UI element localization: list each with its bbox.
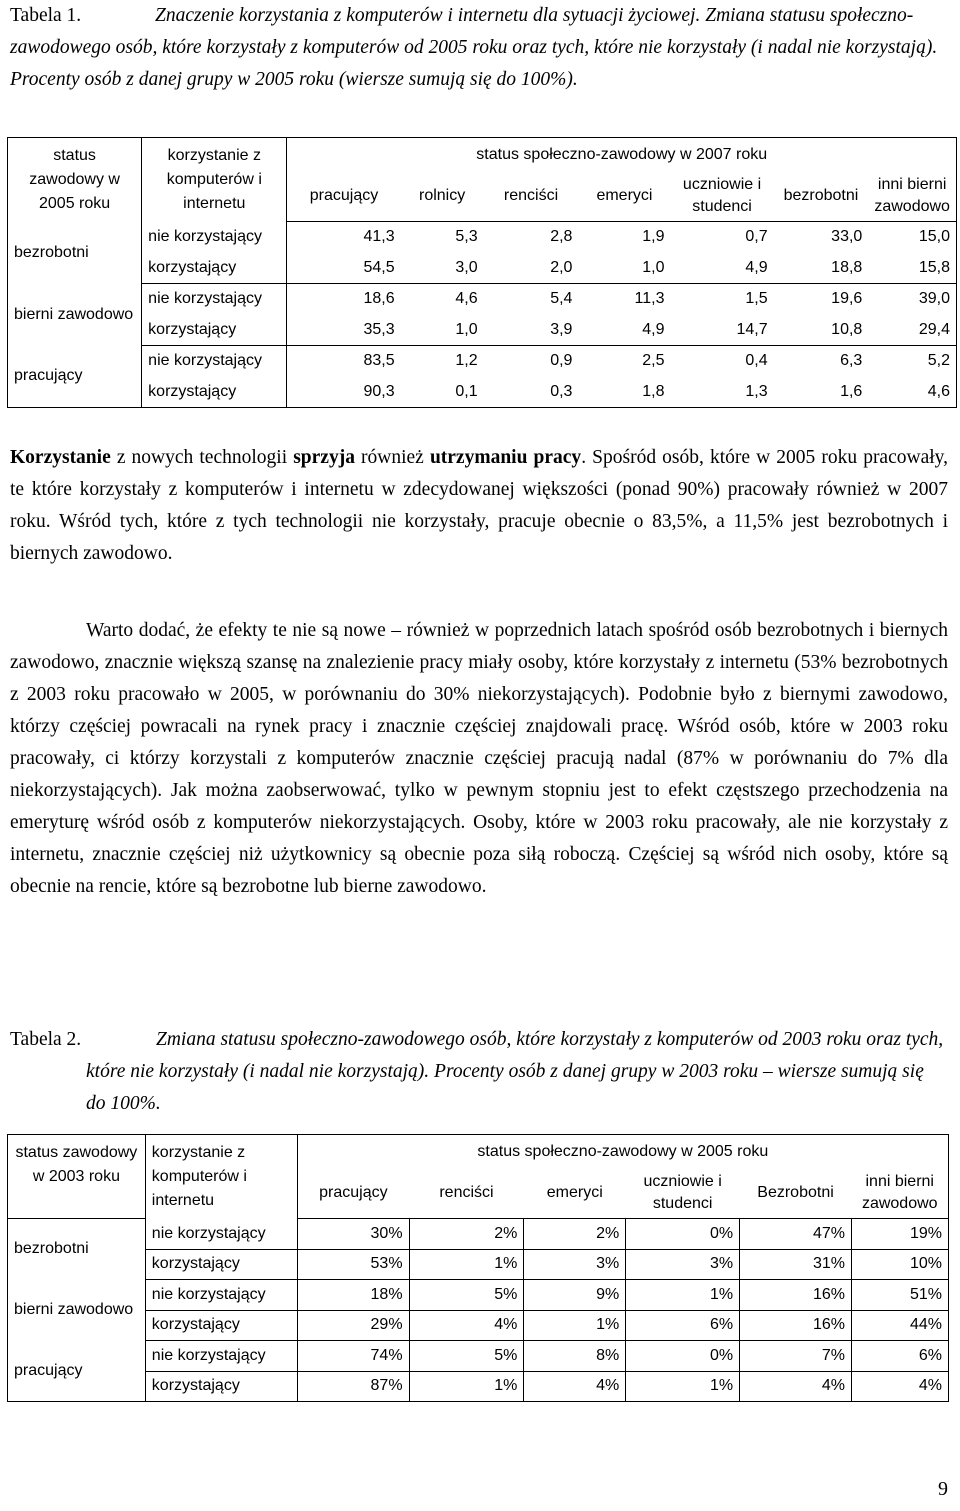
value-cell: 3,0 xyxy=(455,258,478,276)
table2-caption xyxy=(10,1024,948,1120)
value-cell: 16% xyxy=(740,1280,852,1311)
value-cell: 2% xyxy=(524,1219,626,1250)
table2-column-header: uczniowie i studenci xyxy=(626,1169,740,1219)
table1-column-header: uczniowie i studenci xyxy=(670,172,773,222)
usage-cell: nie korzystający xyxy=(142,284,287,315)
table1-column-header: renciści xyxy=(484,172,579,222)
table1-label: Tabela 1. xyxy=(10,5,82,26)
value-cell: 9% xyxy=(524,1280,626,1311)
value-cell: 47% xyxy=(740,1219,852,1250)
usage-cell: nie korzystający xyxy=(142,222,287,253)
value-cell: 1% xyxy=(524,1310,626,1341)
value-cell: 29% xyxy=(297,1310,409,1341)
usage-cell: nie korzystający xyxy=(145,1341,297,1372)
usage-cell: korzystający xyxy=(142,377,287,408)
table1-group-header: status społeczno-zawodowy w 2007 roku xyxy=(287,138,957,172)
table2-column-header: inni bierni zawodowo xyxy=(851,1169,948,1219)
usage-cell: korzystający xyxy=(145,1249,297,1280)
table-row xyxy=(8,222,957,253)
value-cell: 6% xyxy=(626,1310,740,1341)
table1-column-header: bezrobotni xyxy=(774,172,869,222)
value-cell: 2,5 xyxy=(578,346,670,377)
table1-column-header: inni bierni zawodowo xyxy=(868,172,956,222)
value-cell: 10% xyxy=(851,1249,948,1280)
usage-cell: nie korzystający xyxy=(145,1219,297,1250)
value-cell: 74% xyxy=(297,1341,409,1372)
value-cell: 6% xyxy=(851,1341,948,1372)
table2-label: Tabela 2. xyxy=(10,1029,82,1050)
status-cell: bezrobotni xyxy=(8,222,142,284)
value-cell: 0,1 xyxy=(401,377,484,408)
status-cell: pracujący xyxy=(8,1341,146,1402)
table-row xyxy=(8,1310,949,1341)
paragraph-1-text-2: również xyxy=(354,447,430,468)
paragraph-1-bold-3: utrzymaniu pracy xyxy=(429,447,582,468)
value-cell: 44% xyxy=(851,1310,948,1341)
value-cell: 2,0 xyxy=(550,258,573,276)
value-cell: 4% xyxy=(409,1310,524,1341)
usage-cell: nie korzystający xyxy=(145,1280,297,1311)
value-cell: 0,9 xyxy=(484,346,579,377)
table2-caption-text: Zmiana statusu społeczno-zawodowego osób, które korzystały z komputerów od 2003 roku oraz tych, które nie korzystały (i nadal nie korzystają). Procenty osób z danej grupy w 2003 roku – wiersze sumują się do 100%. xyxy=(86,1029,944,1114)
table2-column-header: Bezrobotni xyxy=(740,1169,852,1219)
value-cell: 1,9 xyxy=(642,228,665,246)
value-cell: 54,5 xyxy=(363,258,395,276)
value-cell: 7% xyxy=(740,1341,852,1372)
value-cell: 1% xyxy=(626,1280,740,1311)
value-cell: 1,8 xyxy=(578,377,670,408)
value-cell: 29,4 xyxy=(868,315,956,346)
table2-body xyxy=(8,1219,949,1402)
paragraph-1-text-3: . Spośród osób, które w 2005 roku pracowały, te które korzystały z komputerów i internetu w zdecydowanej większości (ponad 90%) pracowały również w 2007 roku. Wśród tych, które z tych technologii nie korzystały, pracuje obecnie o 83,5%, a 11,5% jest bezrobotnych i biernych zawodowo. xyxy=(10,447,949,564)
value-cell: 18,8 xyxy=(831,258,863,276)
page-number: 9 xyxy=(938,1478,948,1500)
usage-cell: korzystający xyxy=(145,1310,297,1341)
table1 xyxy=(7,137,957,408)
value-cell: 4,6 xyxy=(868,377,956,408)
value-cell: 35,3 xyxy=(363,320,395,338)
table1-caption-text: Znaczenie korzystania z komputerów i internetu dla sytuacji życiowej. Zmiana statusu społeczno-zawodowego osób, które korzystały z komputerów od 2005 roku oraz tych, które nie korzystały (i nadal nie korzystają). Procenty osób z danej grupy w 2005 roku (wiersze sumują się do 100%). xyxy=(10,5,938,90)
value-cell: 3,9 xyxy=(550,320,573,338)
value-cell: 5,2 xyxy=(868,346,956,377)
value-cell: 11,3 xyxy=(578,284,670,315)
value-cell: 83,5 xyxy=(287,346,401,377)
value-cell: 0,3 xyxy=(484,377,579,408)
table-row xyxy=(8,1219,949,1250)
usage-cell: korzystający xyxy=(145,1371,297,1402)
table2 xyxy=(7,1134,949,1402)
value-cell: 4,9 xyxy=(745,258,768,276)
value-cell: 87% xyxy=(297,1371,409,1402)
table-row xyxy=(8,315,957,346)
value-cell: 1,0 xyxy=(455,320,478,338)
value-cell: 4% xyxy=(740,1371,852,1402)
value-cell: 0,4 xyxy=(670,346,773,377)
value-cell: 4% xyxy=(524,1371,626,1402)
value-cell: 30% xyxy=(297,1219,409,1250)
value-cell: 18% xyxy=(297,1280,409,1311)
table-row xyxy=(8,346,957,377)
table-row xyxy=(8,253,957,284)
table1-column-header: emeryci xyxy=(578,172,670,222)
value-cell: 3% xyxy=(626,1249,740,1280)
value-cell: 1,2 xyxy=(401,346,484,377)
status-cell: bierni zawodowo xyxy=(8,284,142,346)
usage-cell: korzystający xyxy=(142,315,287,346)
value-cell: 18,6 xyxy=(287,284,401,315)
table-row xyxy=(8,1341,949,1372)
table-row xyxy=(8,1280,949,1311)
value-cell: 1,6 xyxy=(774,377,869,408)
value-cell: 0% xyxy=(626,1219,740,1250)
table-row xyxy=(8,1249,949,1280)
value-cell: 51% xyxy=(851,1280,948,1311)
value-cell: 8% xyxy=(524,1341,626,1372)
value-cell: 0,7 xyxy=(745,228,768,246)
table-row xyxy=(8,1371,949,1402)
value-cell: 14,7 xyxy=(736,320,768,338)
value-cell: 5% xyxy=(409,1341,524,1372)
status-cell: bezrobotni xyxy=(8,1219,146,1280)
value-cell: 15,8 xyxy=(868,253,956,284)
table1-caption xyxy=(10,0,948,96)
paragraph-1 xyxy=(10,442,948,570)
table-row xyxy=(8,377,957,408)
value-cell: 19% xyxy=(851,1219,948,1250)
status-cell: pracujący xyxy=(8,346,142,408)
table-row xyxy=(8,284,957,315)
value-cell: 1% xyxy=(409,1371,524,1402)
paragraph-1-bold-1: Korzystanie xyxy=(10,447,111,468)
table1-usage-header: korzystanie z komputerów i internetu xyxy=(166,147,262,212)
usage-cell: korzystający xyxy=(142,253,287,284)
paragraph-1-bold-2: sprzyja xyxy=(293,447,355,468)
paragraph-2: Warto dodać, że efekty te nie są nowe – również w poprzednich latach spośród osób bezrobotnych i biernych zawodowo, znacznie większą szansę na znalezienie pracy miały osoby, które korzystały z internetu (53% bezrobotnych z 2003 roku pracowało w 2005, w porównaniu do 30% niekorzystających). Podobnie było z biernymi zawodowo, którzy częściej powracali na rynek pracy i znacznie częściej znajdowali pracę. Wśród osób, które w 2003 roku pracowały, ci którzy korzystali z komputerów znacznie częściej pracują nadal (87% w porównaniu do 7% dla niekorzystających). Jak można zaobserwować, tylko w pewnym stopniu jest to efekt częstszego przechodzenia na emeryturę wśród osób z komputerów niekorzystających. Osoby, które w 2003 roku pracowały, ale nie korzystały z internetu, znacznie częściej niż użytkownicy są obecnie poza siłą roboczą. Częściej są wśród nich osoby, które są obecnie na rencie, które są bezrobotne lub bierne zawodowo. xyxy=(10,620,948,897)
value-cell: 1,3 xyxy=(670,377,773,408)
table2-column-header: pracujący xyxy=(297,1169,409,1219)
value-cell: 6,3 xyxy=(774,346,869,377)
value-cell: 2% xyxy=(409,1219,524,1250)
status-cell: bierni zawodowo xyxy=(8,1280,146,1341)
value-cell: 1% xyxy=(409,1249,524,1280)
table2-column-header: emeryci xyxy=(524,1169,626,1219)
value-cell: 33,0 xyxy=(831,228,863,246)
table1-column-header: rolnicy xyxy=(401,172,484,222)
table2-column-header: renciści xyxy=(409,1169,524,1219)
value-cell: 5,3 xyxy=(455,228,478,246)
table1-stub-header: status zawodowy w 2005 roku xyxy=(29,147,120,212)
value-cell: 39,0 xyxy=(868,284,956,315)
value-cell: 0% xyxy=(626,1341,740,1372)
value-cell: 4,6 xyxy=(401,284,484,315)
value-cell: 31% xyxy=(740,1249,852,1280)
value-cell: 90,3 xyxy=(287,377,401,408)
value-cell: 15,0 xyxy=(868,222,956,253)
value-cell: 3% xyxy=(524,1249,626,1280)
value-cell: 2,8 xyxy=(550,228,573,246)
value-cell: 1,0 xyxy=(642,258,665,276)
value-cell: 41,3 xyxy=(363,228,395,246)
table1-column-header: pracujący xyxy=(287,172,401,222)
value-cell: 4% xyxy=(851,1371,948,1402)
value-cell: 5% xyxy=(409,1280,524,1311)
value-cell: 4,9 xyxy=(642,320,665,338)
value-cell: 10,8 xyxy=(831,320,863,338)
table2-stub-header: status zawodowy w 2003 roku xyxy=(15,1144,138,1185)
value-cell: 1% xyxy=(626,1371,740,1402)
table1-body xyxy=(8,222,957,408)
value-cell: 1,5 xyxy=(670,284,773,315)
value-cell: 53% xyxy=(297,1249,409,1280)
value-cell: 5,4 xyxy=(484,284,579,315)
usage-cell: nie korzystający xyxy=(142,346,287,377)
paragraph-1-text-1: z nowych technologii xyxy=(110,447,294,468)
value-cell: 16% xyxy=(740,1310,852,1341)
table2-usage-header: korzystanie z komputerów i internetu xyxy=(151,1144,247,1209)
table2-group-header: status społeczno-zawodowy w 2005 roku xyxy=(297,1135,948,1169)
value-cell: 19,6 xyxy=(774,284,869,315)
